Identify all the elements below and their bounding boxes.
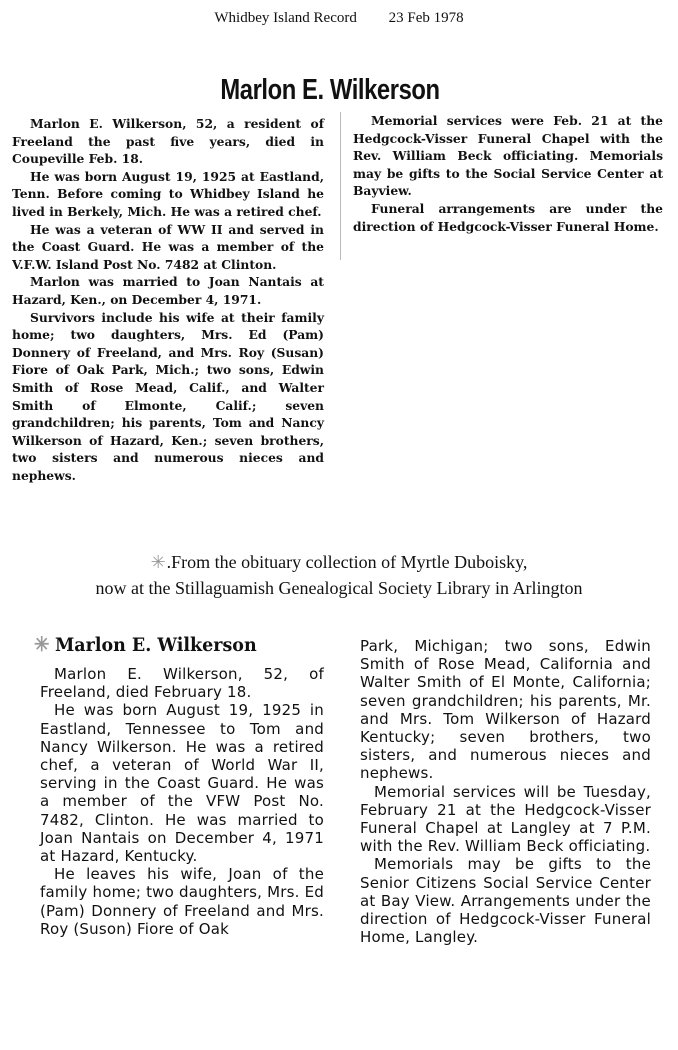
paragraph: Survivors include his wife at their family home; two daughters, Mrs. Ed (Pam) Donnery of Freeland, and Mrs. Roy (Susan) Fiore of Oak Park, Mich.; two sons, Edwin Smith of Rose Mead, Calif., and Walter Smith of Elmonte, Calif.; seven grandchildren; his parents, Tom and Nancy Wilkerson of Hazard, Ken.; seven brothers, two sisters and numerous nieces and nephews. [12, 309, 324, 483]
publication-date: 23 Feb 1978 [388, 10, 464, 26]
caption-line-2: now at the Stillaguamish Genealogical Society Library in Arlington [95, 578, 583, 598]
paragraph: Memorials may be gifts to the Senior Citizens Social Service Center at Bay View. Arrangements under the direction of Hedgcock-Visser Funeral Home, Langley. [360, 855, 651, 947]
paragraph: Funeral arrangements are under the direction of Hedgcock-Visser Funeral Home. [353, 200, 663, 234]
paragraph: He was born August 19, 1925 at Eastland, Tenn. Before coming to Whidbey Island he lived in Berkely, Mich. He was a retired chef. [12, 168, 324, 219]
source-caption [0, 549, 678, 601]
caption-line-1: ✳.From the obituary collection of Myrtle Duboisky, [150, 552, 528, 572]
publication-name: Whidbey Island Record [214, 10, 357, 26]
second-clipping-column-left [40, 665, 324, 938]
second-clipping-title: ✳ Marlon E. Wilkerson [34, 632, 257, 656]
paragraph: Memorial services were Feb. 21 at the Hedgcock-Visser Funeral Chapel with the Rev. William Beck officiating. Memorials may be gifts to the Social Service Center at Bayview. [353, 113, 663, 199]
column-divider [340, 112, 341, 260]
paragraph: Marlon E. Wilkerson, 52, a resident of Freeland the past five years, died in Coupeville Feb. 18. [12, 116, 324, 167]
obituary-column-left [12, 115, 324, 484]
second-clipping-column-right [360, 637, 651, 946]
paragraph: He was a veteran of WW II and served in the Coast Guard. He was a member of the V.F.W. Island Post No. 7482 at Clinton. [12, 221, 324, 272]
page-header [0, 10, 678, 27]
obituary-title: Marlon E. Wilkerson [220, 74, 440, 106]
paragraph: Memorial services will be Tuesday, February 21 at the Hedgcock-Visser Funeral Chapel at Langley at 7 P.M. with the Rev. William Beck officiating. [360, 782, 651, 856]
paragraph: Marlon E. Wilkerson, 52, of Freeland, died February 18. [40, 665, 324, 702]
obituary-column-right [353, 112, 663, 235]
paragraph: He leaves his wife, Joan of the family home; two daughters, Mrs. Ed (Pam) Donnery of Freeland and Mrs. Roy (Suson) Fiore of Oak [40, 865, 324, 938]
asterisk-icon: ✳ [150, 552, 166, 572]
paragraph: He was born August 19, 1925 in Eastland, Tennessee to Tom and Nancy Wilkerson. He was a retired chef, a veteran of World War II, serving in the Coast Guard. He was a member of the VFW Post No. 7482, Clinton. He was married to Joan Nantais on December 4, 1971 at Hazard, Kentucky. [40, 701, 324, 866]
paragraph: Marlon was married to Joan Nantais at Hazard, Ken., on December 4, 1971. [12, 274, 324, 307]
paragraph: Park, Michigan; two sons, Edwin Smith of Rose Mead, California and Walter Smith of El Monte, California; seven grandchildren; his parents, Mr. and Mrs. Tom Wilkerson of Hazard Kentucky; seven brothers, two sisters, and numerous nieces and nephews. [360, 637, 651, 783]
asterisk-icon: ✳ [34, 632, 50, 656]
